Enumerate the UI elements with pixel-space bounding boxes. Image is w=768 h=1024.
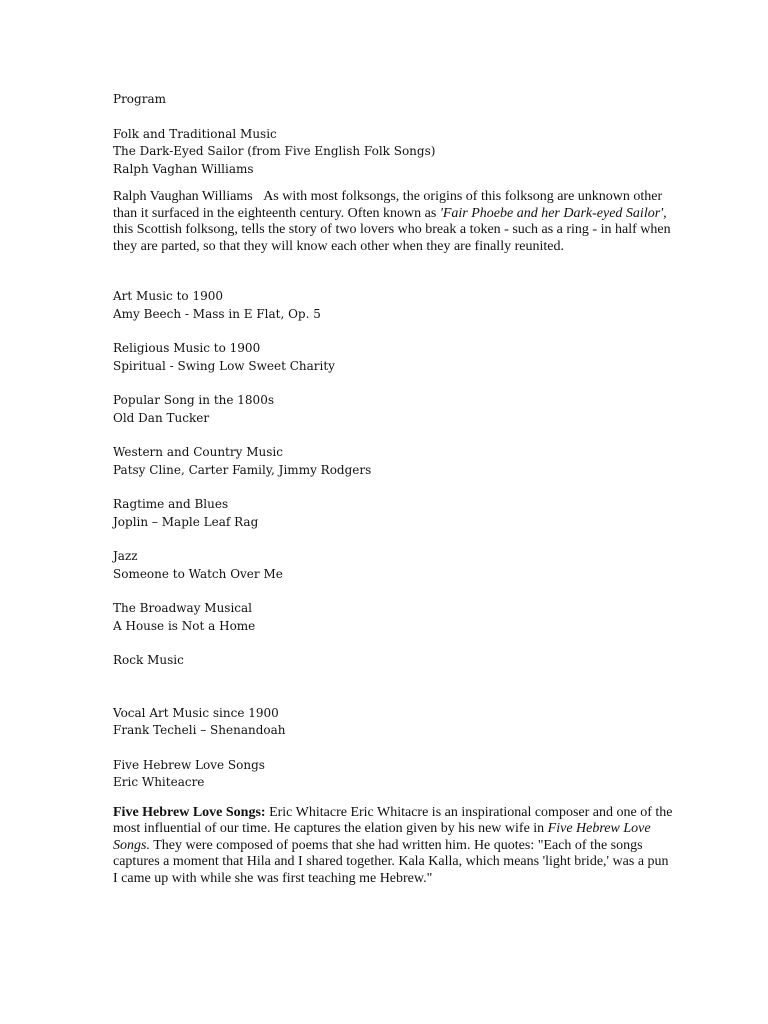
folk-section — [113, 126, 673, 179]
religious-category: Religious Music to 1900 — [113, 341, 261, 355]
rock-category: Rock Music — [113, 653, 184, 667]
folk-piece: The Dark-Eyed Sailor (from Five English Folk Songs) — [113, 144, 436, 158]
western-piece: Patsy Cline, Carter Family, Jimmy Rodgers — [113, 462, 372, 477]
popular-piece: Old Dan Tucker — [113, 410, 210, 425]
ragtime-section — [113, 496, 673, 531]
folk-note-text-1: As with most folksongs, the origins of this folksong are unknown other than it surfaced in the eighteenth century. Often known as — [113, 189, 663, 221]
vocal-art-piece: Frank Techeli – Shenandoah — [113, 723, 286, 737]
ragtime-category: Ragtime and Blues — [113, 497, 229, 511]
art-music-category: Art Music to 1900 — [113, 289, 223, 303]
hebrew-note-bold-lead: Five Hebrew Love Songs: — [113, 804, 266, 820]
broadway-section — [113, 600, 673, 635]
hebrew-piece: Five Hebrew Love Songs — [113, 757, 265, 772]
hebrew-section — [113, 757, 673, 792]
art-music-piece: Amy Beech - Mass in E Flat, Op. 5 — [113, 306, 321, 321]
vocal-art-category: Vocal Art Music since 1900 — [113, 705, 279, 720]
jazz-section — [113, 548, 673, 583]
popular-section — [113, 392, 673, 427]
popular-category: Popular Song in the 1800s — [113, 393, 274, 407]
western-section — [113, 444, 673, 479]
folk-note-italic-title: 'Fair Phoebe and her Dark-eyed Sailor', — [439, 205, 667, 221]
folk-category: Folk and Traditional Music — [113, 126, 277, 141]
western-category: Western and Country Music — [113, 445, 283, 459]
rock-section — [113, 652, 673, 670]
hebrew-note-text-1: Eric Whitacre Eric Whitacre is an inspirational composer and one of the most influential of our time. He captures the elation given by his new wife in — [113, 804, 673, 836]
jazz-category: Jazz — [113, 549, 138, 563]
religious-section — [113, 340, 673, 375]
hebrew-note-italic-title: Five Hebrew Love Songs. — [113, 821, 651, 853]
ragtime-piece: Joplin – Maple Leaf Rag — [113, 514, 259, 529]
hebrew-composer: Eric Whiteacre — [113, 775, 205, 789]
vocal-art-section — [113, 705, 673, 740]
folk-note-lead: Ralph Vaughan Williams — [113, 189, 253, 204]
art-music-section — [113, 288, 673, 323]
broadway-category: The Broadway Musical — [113, 601, 253, 615]
jazz-piece: Someone to Watch Over Me — [113, 566, 283, 581]
program-title: Program — [113, 92, 166, 106]
hebrew-program-note — [113, 805, 673, 888]
program-heading — [113, 91, 673, 109]
religious-piece: Spiritual - Swing Low Sweet Charity — [113, 358, 335, 373]
hebrew-note-text-2: They were composed of poems that she had written him. He quotes: "Each of the songs captures a moment that Hila and I shared together. Kala Kalla, which means 'light bride,' was a pun I came up with while she was first teaching me Hebrew." — [113, 837, 669, 886]
folk-program-note — [113, 189, 673, 255]
program-document — [113, 91, 673, 887]
folk-note-text-2: this Scottish folksong, tells the story of two lovers who break a token - such as a ring - in half when they are parted, so that they will know each other when they are finally reunited. — [113, 222, 671, 254]
folk-composer: Ralph Vaghan Williams — [113, 161, 254, 176]
broadway-piece: A House is Not a Home — [113, 618, 256, 633]
